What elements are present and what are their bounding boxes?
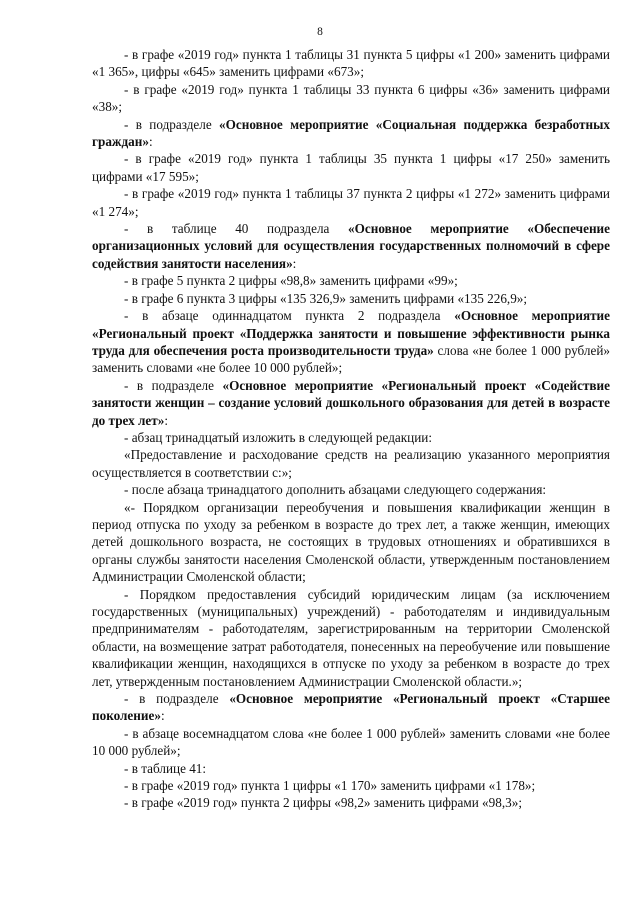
paragraph-17: - в абзаце восемнадцатом слова «не более 1 000 рублей» заменить словами «не более 10 000 рублей»; <box>92 725 610 759</box>
paragraph-6-tail: : <box>292 255 297 271</box>
paragraph-11: - абзац тринадцатый изложить в следующей редакции: <box>124 429 432 445</box>
paragraph-10 <box>92 377 610 429</box>
paragraph-9 <box>92 307 610 377</box>
paragraph-18: - в таблице 41: <box>124 760 207 776</box>
paragraph-2: - в графе «2019 год» пункта 1 таблицы 33 пункта 6 цифры «36» заменить цифрами «38»; <box>92 81 610 115</box>
page-number: 8 <box>317 26 323 38</box>
paragraph-4: - в графе «2019 год» пункта 1 таблицы 35 пункта 1 цифры «17 250» заменить цифрами «17 595»; <box>92 151 610 184</box>
subsection-title-older-generation: «Основное мероприятие «Региональный проект «Старшее поколение» <box>92 691 610 724</box>
paragraph-3-tail: : <box>148 134 153 150</box>
paragraph-13: - после абзаца тринадцатого дополнить абзацами следующего содержания: <box>124 482 547 498</box>
paragraph-10-lead: - в подразделе <box>124 377 223 393</box>
subsection-title-women-employment: «Основное мероприятие «Региональный проект «Содействие занятости женщин – создание условий дошкольного образования для детей в возрасте до трех лет» <box>92 377 610 428</box>
paragraph-1: - в графе «2019 год» пункта 1 таблицы 31 пункта 5 цифры «1 200» заменить цифрами «1 365», цифры «645» заменить цифрами «673»; <box>92 47 610 80</box>
paragraph-3-lead: - в подразделе <box>124 116 220 132</box>
paragraph-10-tail: : <box>164 412 169 428</box>
paragraph-16 <box>92 690 610 725</box>
document-body <box>92 46 610 812</box>
paragraph-15: - Порядком предоставления субсидий юридическим лицам (за исключением государственных (муниципальных) учреждений) - работодателям и индивидуальным предпринимателям - работодателям, зарегистрированным на территории Смоленской области, на возмещение затрат работодателя, понесенных на переобучение или повышение квалификации женщин, находящихся в отпуске по уходу за ребенком в возрасте до трех лет, утвержденным постановлением Администрации Смоленской области.»; <box>92 586 610 689</box>
subsection-title-organizational-conditions: «Основное мероприятие «Обеспечение организационных условий для осуществления государственных полномочий в сфере содействия занятости населения» <box>92 221 610 271</box>
subsection-title-social-support: «Основное мероприятие «Социальная поддержка безработных граждан» <box>92 116 610 150</box>
paragraph-14: «- Порядком организации переобучения и повышения квалификации женщин в период отпуска по уходу за ребенком в возрасте до трех лет, а также женщин, имеющих детей дошкольного возраста, не состоящих в трудовых отношениях и обратившихся в органы службы занятости населения Смоленской области, утвержденным постановлением Администрации Смоленской области; <box>92 499 610 585</box>
paragraph-7: - в графе 5 пункта 2 цифры «98,8» заменить цифрами «99»; <box>124 273 458 289</box>
paragraph-20: - в графе «2019 год» пункта 2 цифры «98,2» заменить цифрами «98,3»; <box>124 795 522 811</box>
paragraph-8: - в графе 6 пункта 3 цифры «135 326,9» заменить цифрами «135 226,9»; <box>124 290 528 306</box>
paragraph-12: «Предоставление и расходование средств на реализацию указанного мероприятия осуществляется в соответствии с:»; <box>92 447 610 480</box>
paragraph-16-lead: - в подразделе <box>124 691 230 707</box>
subsection-title-employment-support: «Основное мероприятие «Региональный проект «Поддержка занятости и повышение эффективности рынка труда для обеспечения роста производительности труда» <box>92 308 611 358</box>
paragraph-9-tail: слова «не более 1 000 рублей» заменить словами «не более 10 000 рублей»; <box>92 342 610 376</box>
paragraph-3 <box>92 116 610 151</box>
paragraph-19: - в графе «2019 год» пункта 1 цифры «1 170» заменить цифрами «1 178»; <box>124 778 536 794</box>
paragraph-6-lead: - в таблице 40 подраздела <box>124 221 349 237</box>
paragraph-9-lead: - в абзаце одиннадцатом пункта 2 подраздела <box>124 308 455 324</box>
paragraph-16-tail: : <box>160 708 165 724</box>
paragraph-5: - в графе «2019 год» пункта 1 таблицы 37 пункта 2 цифры «1 272» заменить цифрами «1 274»; <box>92 186 610 219</box>
paragraph-6 <box>92 220 610 272</box>
